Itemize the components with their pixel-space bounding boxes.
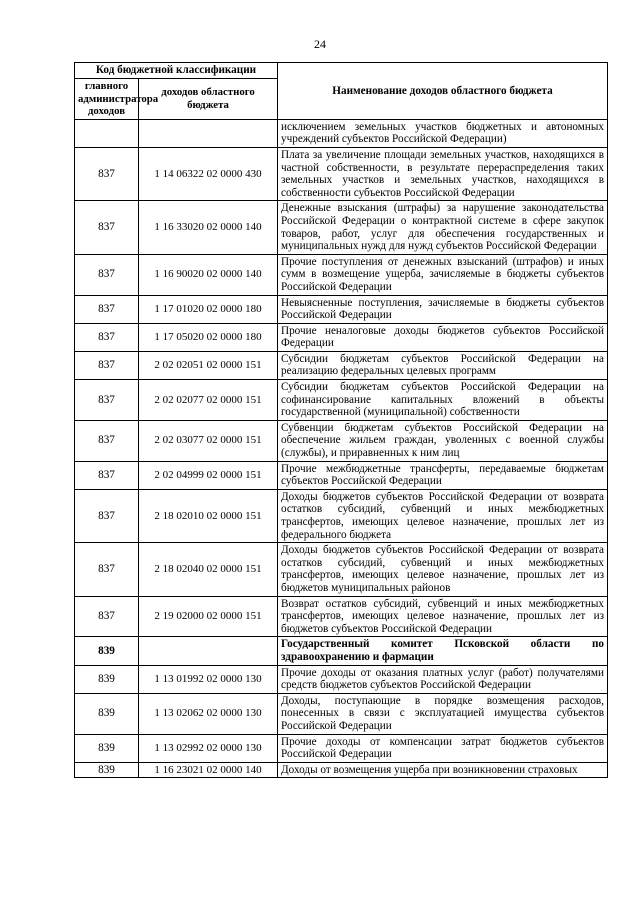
income-code-cell: 1 13 02992 02 0000 130	[139, 734, 278, 762]
income-code-cell: 2 02 02077 02 0000 151	[139, 380, 278, 421]
table-row	[75, 351, 608, 379]
income-name-cell: Прочие поступления от денежных взысканий (штрафов) и иных сумм в возмещение ущерба, зачисляемые в бюджеты субъектов Российской Федерации	[278, 254, 608, 295]
income-name-cell: Денежные взыскания (штрафы) за нарушение законодательства Российской Федерации о контрактной системе в сфере закупок товаров, работ, услуг для обеспечения государственных и муниципальных нужд для нужд субъектов Российской Федерации	[278, 201, 608, 254]
admin-code-cell: 839	[75, 637, 139, 665]
income-code-cell: 1 13 02062 02 0000 130	[139, 693, 278, 734]
income-code-cell	[139, 119, 278, 147]
admin-code-cell: 837	[75, 147, 139, 200]
admin-code-cell: 837	[75, 596, 139, 637]
admin-code-cell: 837	[75, 295, 139, 323]
income-name-cell: Субсидии бюджетам субъектов Российской Федерации на софинансирование капитальных вложений в объекты государственной (муниципальной) собственности	[278, 380, 608, 421]
table-row	[75, 665, 608, 693]
income-code-cell: 1 17 05020 02 0000 180	[139, 323, 278, 351]
admin-code-cell: 837	[75, 420, 139, 461]
income-name-cell: Прочие доходы от компенсации затрат бюджетов субъектов Российской Федерации	[278, 734, 608, 762]
income-name-cell: Невыясненные поступления, зачисляемые в бюджеты субъектов Российской Федерации	[278, 295, 608, 323]
table-row	[75, 489, 608, 542]
income-name-cell: Плата за увеличение площади земельных участков, находящихся в частной собственности, в результате перераспределения таких земельных участков и земельных участков, находящихся в собственности субъектов Российской Федерации	[278, 147, 608, 200]
income-name-cell: Государственный комитет Псковской области по здравоохранению и фармации	[278, 637, 608, 665]
income-name-cell: Прочие доходы от оказания платных услуг (работ) получателями средств бюджетов субъектов Российской Федерации	[278, 665, 608, 693]
income-name-cell: Доходы, поступающие в порядке возмещения расходов, понесенных в связи с эксплуатацией имущества субъектов Российской Федерации	[278, 693, 608, 734]
income-code-cell	[139, 637, 278, 665]
admin-code-cell: 837	[75, 351, 139, 379]
table-row	[75, 323, 608, 351]
table-row	[75, 119, 608, 147]
income-code-cell: 2 02 03077 02 0000 151	[139, 420, 278, 461]
table-row	[75, 201, 608, 254]
income-name-cell: исключением земельных участков бюджетных и автономных учреждений субъектов Российской Федерации)	[278, 119, 608, 147]
table-row	[75, 543, 608, 596]
income-name-cell: Субсидии бюджетам субъектов Российской Федерации на реализацию федеральных целевых программ	[278, 351, 608, 379]
header-income-col: доходов областного бюджета	[139, 79, 278, 120]
admin-code-cell: 837	[75, 323, 139, 351]
table-row	[75, 693, 608, 734]
table-row	[75, 734, 608, 762]
income-code-cell: 1 16 90020 02 0000 140	[139, 254, 278, 295]
income-code-cell: 1 17 01020 02 0000 180	[139, 295, 278, 323]
budget-classification-table	[74, 62, 608, 778]
admin-code-cell: 837	[75, 380, 139, 421]
income-name-cell: Субвенции бюджетам субъектов Российской Федерации на обеспечение жильем граждан, уволенных с военной службы (службы), и приравненных к ним лиц	[278, 420, 608, 461]
table-row	[75, 596, 608, 637]
table-row	[75, 762, 608, 778]
income-name-cell: Доходы бюджетов субъектов Российской Федерации от возврата остатков субсидий, субвенций и иных межбюджетных трансфертов, имеющих целевое назначение, прошлых лет из федерального бюджета	[278, 489, 608, 542]
income-name-cell: Возврат остатков субсидий, субвенций и иных межбюджетных трансфертов, имеющих целевое назначение, прошлых лет из бюджетов субъектов Российской Федерации	[278, 596, 608, 637]
income-code-cell: 1 14 06322 02 0000 430	[139, 147, 278, 200]
table-row	[75, 637, 608, 665]
admin-code-cell: 837	[75, 201, 139, 254]
income-code-cell: 1 16 23021 02 0000 140	[139, 762, 278, 778]
table-row	[75, 380, 608, 421]
income-code-cell: 1 13 01992 02 0000 130	[139, 665, 278, 693]
income-name-cell: Доходы от возмещения ущерба при возникновении страховых	[278, 762, 608, 778]
income-code-cell: 1 16 33020 02 0000 140	[139, 201, 278, 254]
admin-code-cell: 837	[75, 489, 139, 542]
table-row	[75, 147, 608, 200]
table-row	[75, 461, 608, 489]
income-name-cell: Прочие межбюджетные трансферты, передаваемые бюджетам субъектов Российской Федерации	[278, 461, 608, 489]
admin-code-cell: 837	[75, 543, 139, 596]
income-name-cell: Прочие неналоговые доходы бюджетов субъектов Российской Федерации	[278, 323, 608, 351]
admin-code-cell: 839	[75, 665, 139, 693]
header-admin-col: главного администратора доходов	[75, 79, 139, 120]
page-number: 24	[314, 37, 326, 51]
income-code-cell: 2 19 02000 02 0000 151	[139, 596, 278, 637]
admin-code-cell: 837	[75, 254, 139, 295]
table-row	[75, 295, 608, 323]
admin-code-cell: 837	[75, 461, 139, 489]
admin-code-cell	[75, 119, 139, 147]
income-name-cell: Доходы бюджетов субъектов Российской Федерации от возврата остатков субсидий, субвенций и иных межбюджетных трансфертов, имеющих целевое назначение, прошлых лет из бюджетов муниципальных районов	[278, 543, 608, 596]
income-code-cell: 2 18 02010 02 0000 151	[139, 489, 278, 542]
income-code-cell: 2 02 04999 02 0000 151	[139, 461, 278, 489]
income-code-cell: 2 02 02051 02 0000 151	[139, 351, 278, 379]
admin-code-cell: 839	[75, 693, 139, 734]
admin-code-cell: 839	[75, 762, 139, 778]
table-row	[75, 254, 608, 295]
income-code-cell: 2 18 02040 02 0000 151	[139, 543, 278, 596]
header-income-name: Наименование доходов областного бюджета	[278, 63, 608, 120]
header-budget-code: Код бюджетной классификации	[75, 63, 278, 79]
admin-code-cell: 839	[75, 734, 139, 762]
table-row	[75, 420, 608, 461]
